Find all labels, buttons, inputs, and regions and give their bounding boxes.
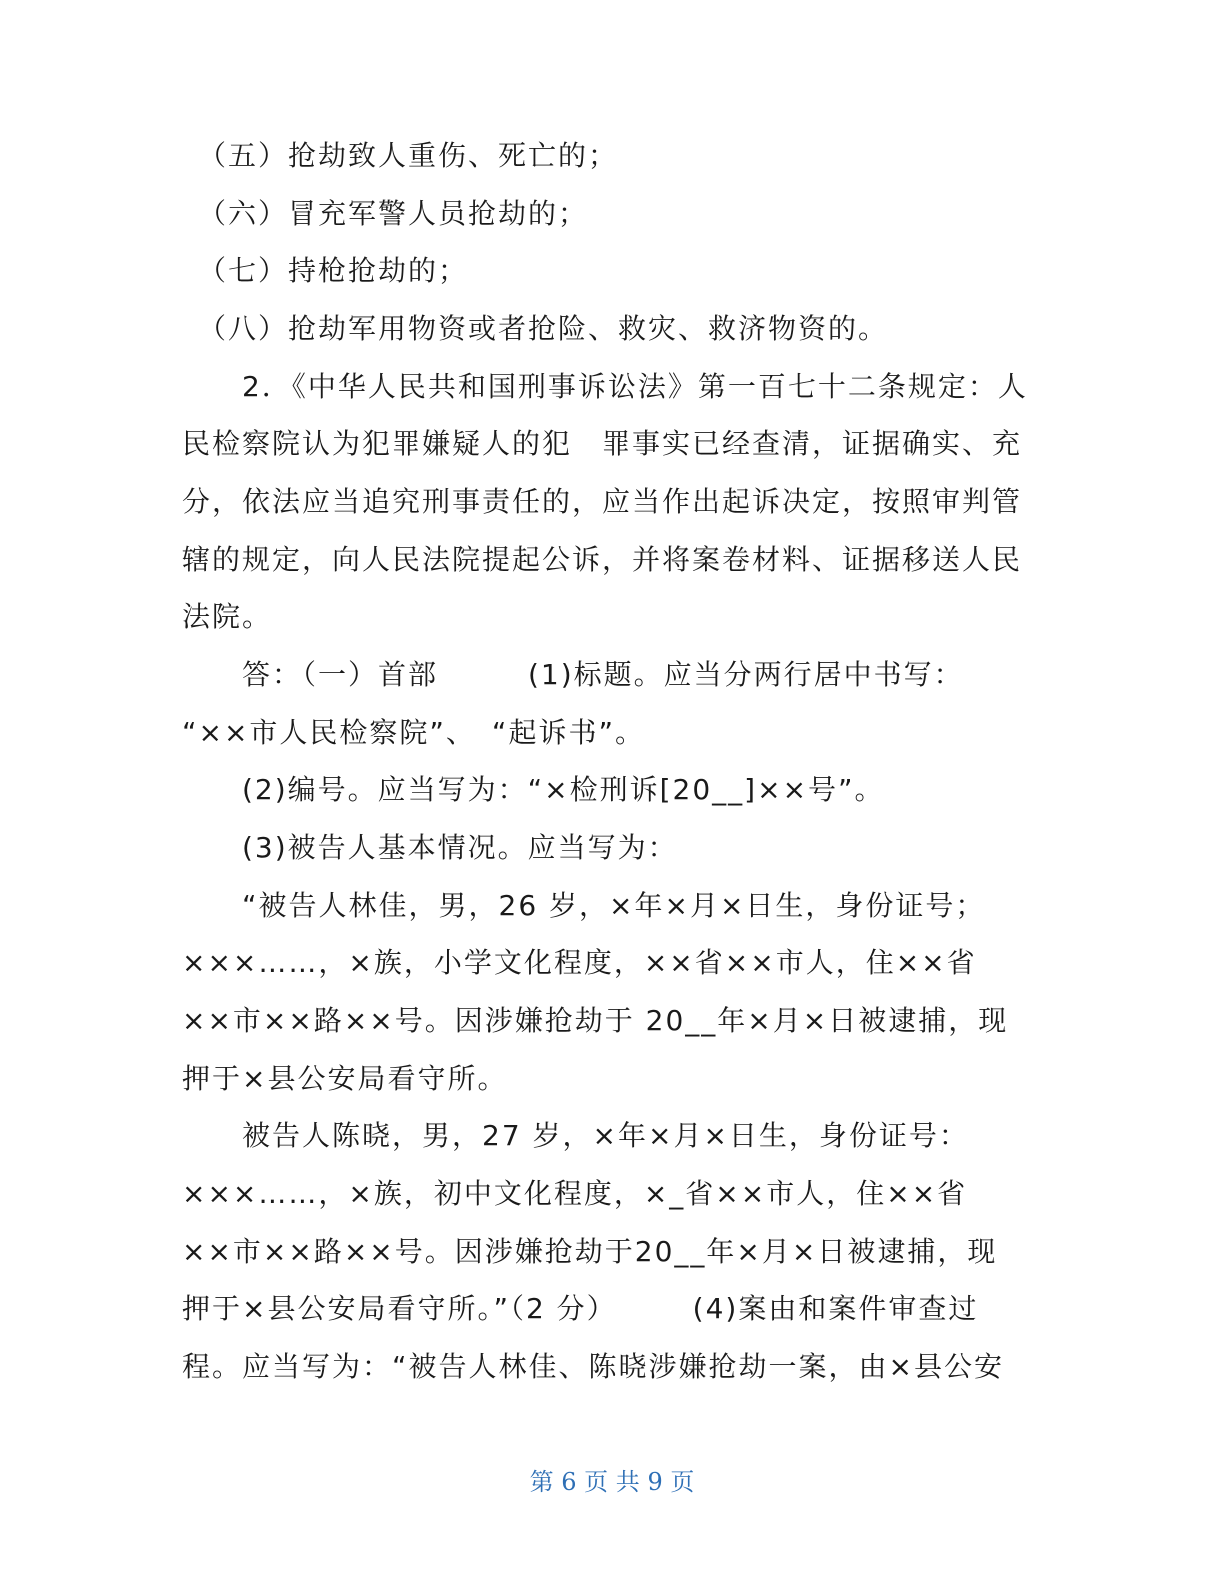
text-line: （五）抢劫致人重伤、死亡的； (182, 139, 619, 172)
text-line: (3)被告人基本情况。应当写为： (182, 831, 678, 864)
text-line: “××市人民检察院”、 “起诉书”。 (182, 716, 645, 749)
text-line: 被告人陈晓，男，27 岁，×年×月×日生，身份证号： (182, 1119, 969, 1152)
text-line: ×××……，×族，小学文化程度，××省××市人，住××省 (182, 946, 977, 979)
text-line: 民检察院认为犯罪嫌疑人的犯 罪事实已经查清，证据确实、充 (182, 427, 1023, 460)
text-line: ×××……，×族，初中文化程度，×_省××市人，住××省 (182, 1177, 968, 1210)
text-line: ××市××路××号。因涉嫌抢劫于 20__年×月×日被逮捕，现 (182, 1004, 1009, 1037)
text-line: （八）抢劫军用物资或者抢险、救灾、救济物资的。 (182, 312, 889, 345)
text-line: 2．《中华人民共和国刑事诉讼法》第一百七十二条规定：人 (182, 370, 1028, 403)
text-line: (2)编号。应当写为：“×检刑诉[20__]××号”。 (182, 773, 885, 806)
text-line: 程。应当写为：“被告人林佳、陈晓涉嫌抢劫一案，由×县公安 (182, 1350, 1004, 1383)
page-number-footer: 第 6 页 共 9 页 (529, 1468, 695, 1496)
text-line: “被告人林佳，男，26 岁，×年×月×日生，身份证号； (182, 889, 986, 922)
text-line: ××市××路××号。因涉嫌抢劫于20__年×月×日被逮捕，现 (182, 1235, 998, 1268)
text-line: （七）持枪抢劫的； (182, 254, 469, 287)
text-line: 答：（一）首部 (1)标题。应当分两行居中书写： (182, 658, 964, 691)
text-line: 辖的规定，向人民法院提起公诉，并将案卷材料、证据移送人民 (182, 543, 1023, 576)
text-line: 押于×县公安局看守所。”（2 分） (4)案由和案件审查过 (182, 1292, 979, 1325)
text-line: 法院。 (182, 600, 273, 633)
text-line: 分，依法应当追究刑事责任的，应当作出起诉决定，按照审判管 (182, 485, 1023, 518)
text-line: 押于×县公安局看守所。 (182, 1062, 508, 1095)
text-line: （六）冒充军警人员抢劫的； (182, 197, 589, 230)
